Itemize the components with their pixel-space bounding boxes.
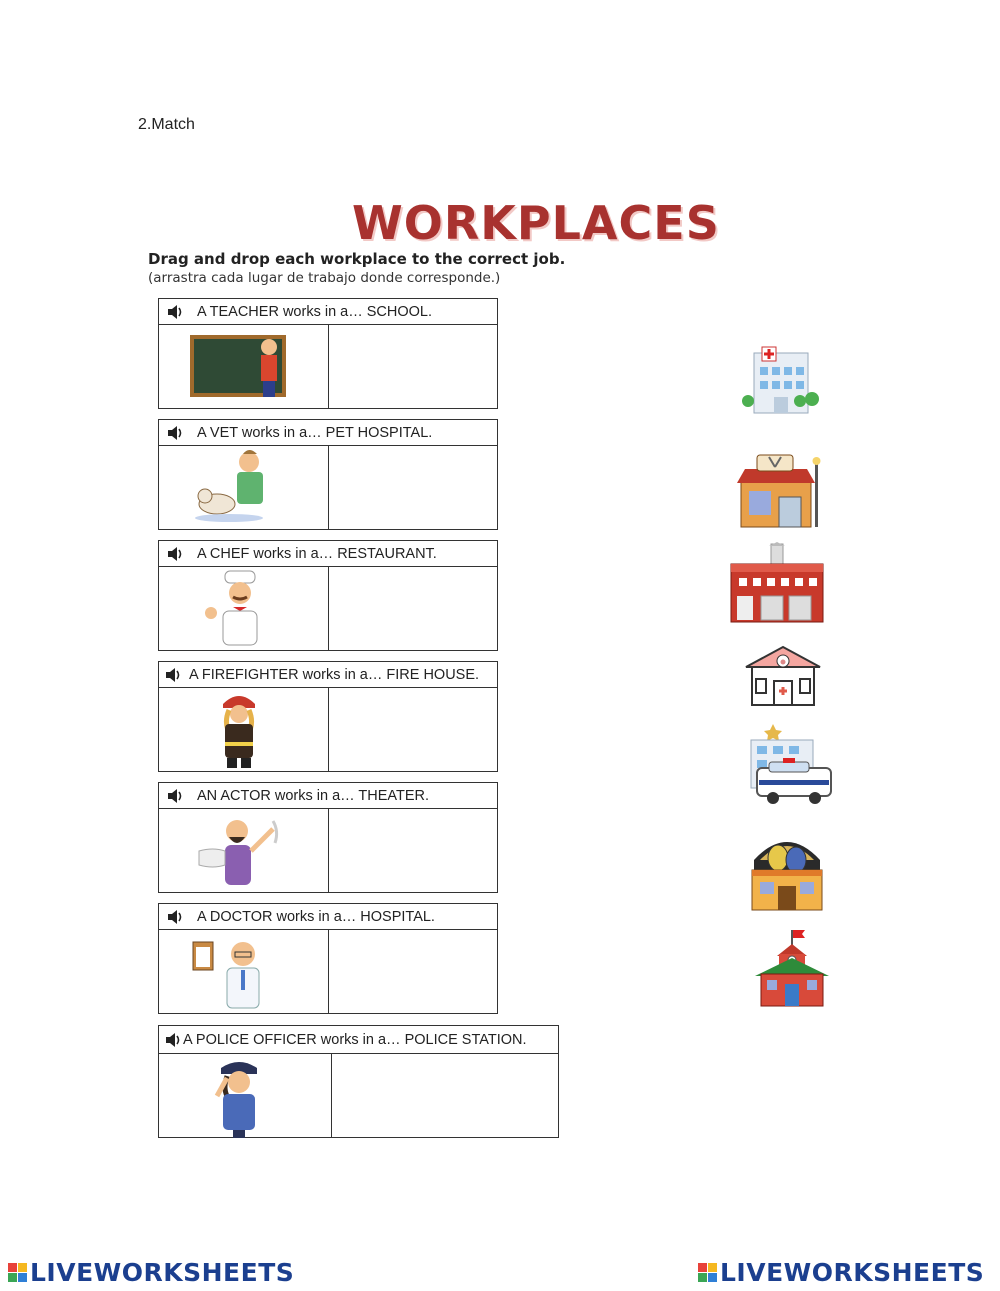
speaker-icon[interactable] [167, 305, 185, 319]
actor-image [159, 809, 329, 892]
brand-icon [698, 1263, 717, 1282]
speaker-icon[interactable] [167, 910, 185, 924]
restaurant-icon[interactable] [735, 453, 823, 534]
firefighter-image [159, 688, 329, 771]
row-text: A VET works in a… PET HOSPITAL. [197, 424, 433, 441]
speaker-icon[interactable] [167, 547, 185, 561]
worksheet-title: WORKPLACES [352, 196, 720, 250]
drop-zone[interactable] [329, 930, 497, 1013]
brand-logo-left: LIVEWORKSHEETS [8, 1258, 294, 1287]
fire-house-icon[interactable] [727, 542, 827, 629]
row-text: A TEACHER works in a… SCHOOL. [197, 303, 433, 320]
school-icon[interactable] [755, 928, 829, 1013]
speaker-icon[interactable] [165, 668, 183, 682]
vet-image [159, 446, 329, 529]
pet-hospital-icon[interactable] [742, 645, 824, 712]
match-row-teacher [158, 298, 498, 409]
instruction: Drag and drop each workplace to the correct job. [148, 250, 566, 268]
speaker-icon[interactable] [167, 789, 185, 803]
drop-zone[interactable] [329, 446, 497, 529]
speaker-icon[interactable] [165, 1033, 183, 1047]
police-officer-image [159, 1054, 332, 1137]
match-row-vet [158, 419, 498, 530]
row-text: AN ACTOR works in a… THEATER. [197, 787, 430, 804]
question-number: 2.Match [138, 116, 195, 133]
drop-zone[interactable] [329, 688, 497, 771]
brand-icon [8, 1263, 27, 1282]
theater-icon[interactable] [750, 830, 824, 917]
hospital-icon[interactable] [740, 345, 822, 420]
match-row-doctor [158, 903, 498, 1014]
drop-zone[interactable] [332, 1054, 558, 1137]
drop-zone[interactable] [329, 567, 497, 650]
match-row-police-officer [158, 1025, 559, 1138]
teacher-image [159, 325, 329, 408]
match-row-actor [158, 782, 498, 893]
row-text: A DOCTOR works in a… HOSPITAL. [197, 908, 435, 925]
row-text: A CHEF works in a… RESTAURANT. [197, 545, 437, 562]
match-row-chef [158, 540, 498, 651]
police-station-icon[interactable] [747, 722, 833, 811]
chef-image [159, 567, 329, 650]
speaker-icon[interactable] [167, 426, 185, 440]
row-text: A POLICE OFFICER works in a… POLICE STATION. [183, 1031, 527, 1048]
instruction-spanish: (arrastra cada lugar de trabajo donde corresponde.) [148, 270, 501, 286]
doctor-image [159, 930, 329, 1013]
brand-logo-right: LIVEWORKSHEETS [698, 1258, 984, 1287]
drop-zone[interactable] [329, 809, 497, 892]
match-row-firefighter [158, 661, 498, 772]
row-text: A FIREFIGHTER works in a… FIRE HOUSE. [189, 666, 480, 683]
drop-zone[interactable] [329, 325, 497, 408]
